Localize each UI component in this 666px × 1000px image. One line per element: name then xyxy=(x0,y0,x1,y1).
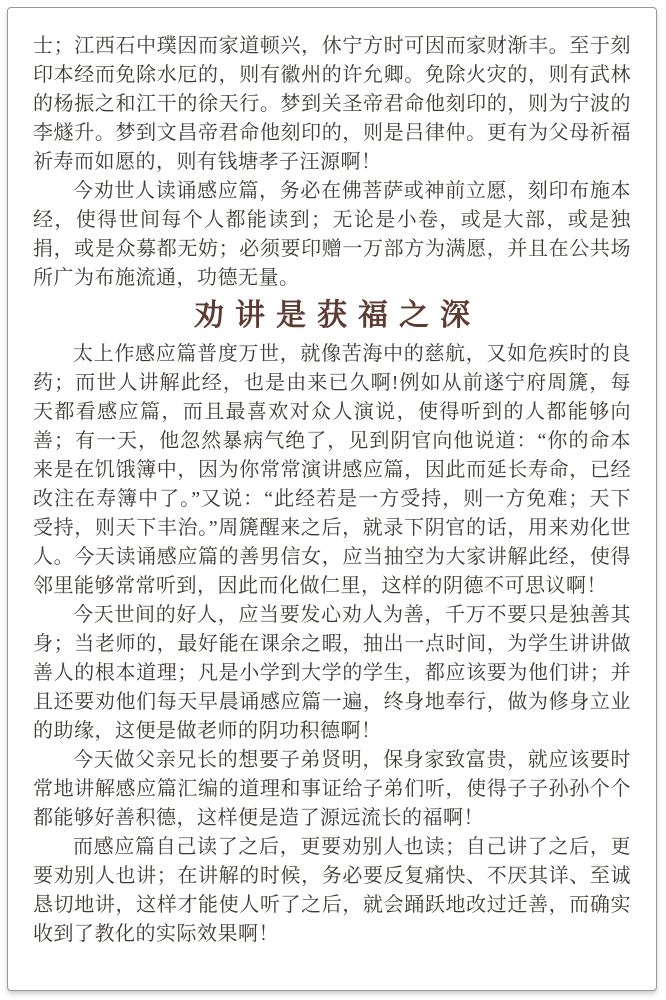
paragraph-teachers: 今天世间的好人，应当要发心劝人为善，千万不要只是独善其身；当老师的，最好能在课余之暇，抽出一点时间，为学生讲讲做善人的根本道理；凡是小学到大学的学生，都应该要为他们讲；并且还要劝他们每天早晨诵感应篇一遍，终身地奉行，做为修身立业的助缘，这便是做老师的阴功积德啊！ xyxy=(33,604,631,742)
paragraph-continuation: 士；江西石中璞因而家道顿兴，休宁方时可因而家财渐丰。至于刻印本经而免除水厄的，则有徽州的许允卿。免除火灾的，则有武林的杨振之和江干的徐天行。梦到关圣帝君命他刻印的，则为宁波的李燧升。梦到文昌帝君命他刻印的，则是吕律仲。更有为父母祈福祈寿而如愿的，则有钱塘孝子汪源啊！ xyxy=(33,35,631,173)
document-page xyxy=(7,7,657,991)
section-heading: 劝讲是获福之深 xyxy=(194,299,481,332)
paragraph-fathers-brothers: 今天做父亲兄长的想要子弟贤明，保身家致富贵，就应该要时常地讲解感应篇汇编的道理和事证给子弟们听，使得子子孙孙个个都能够好善积德，这样便是造了源远流长的福啊！ xyxy=(33,749,631,829)
paragraph-read-and-teach: 而感应篇自己读了之后，更要劝别人也读；自己讲了之后，更要劝别人也讲；在讲解的时候，务必要反复痛快、不厌其详、至诚恳切地讲，这样才能使人听了之后，就会踊跃地改过迁善，而确实收到了教化的实际效果啊！ xyxy=(33,836,631,945)
paragraph-exhortation-print: 今劝世人读诵感应篇，务必在佛菩萨或神前立愿，刻印布施本经，使得世间每个人都能读到；无论是小卷，或是大部，或是独捐，或是众募都无妨；必须要印赠一万部方为满愿，并且在公共场所广为布施流通，功德无量。 xyxy=(33,180,631,289)
paragraph-zhouchi-story: 太上作感应篇普度万世，就像苦海中的慈航，又如危疾时的良药；而世人讲解此经，也是由来已久啊!例如从前遂宁府周篪，每天都看感应篇，而且最喜欢对众人演说，使得听到的人都能够向善；有一天，他忽然暴病气绝了，见到阴官向他说道：“你的命本来是在饥饿簿中，因为你常常演讲感应篇，因此而延长寿命，已经改注在寿簿中了。”又说：“此经若是一方受持，则一方免难；天下受持，则天下丰治。”周篪醒来之后，就录下阴官的话，用来劝化世人。今天读诵感应篇的善男信女，应当抽空为大家讲解此经，使得邻里能够常常听到，因此而化做仁里，这样的阴德不可思议啊！ xyxy=(33,343,631,597)
